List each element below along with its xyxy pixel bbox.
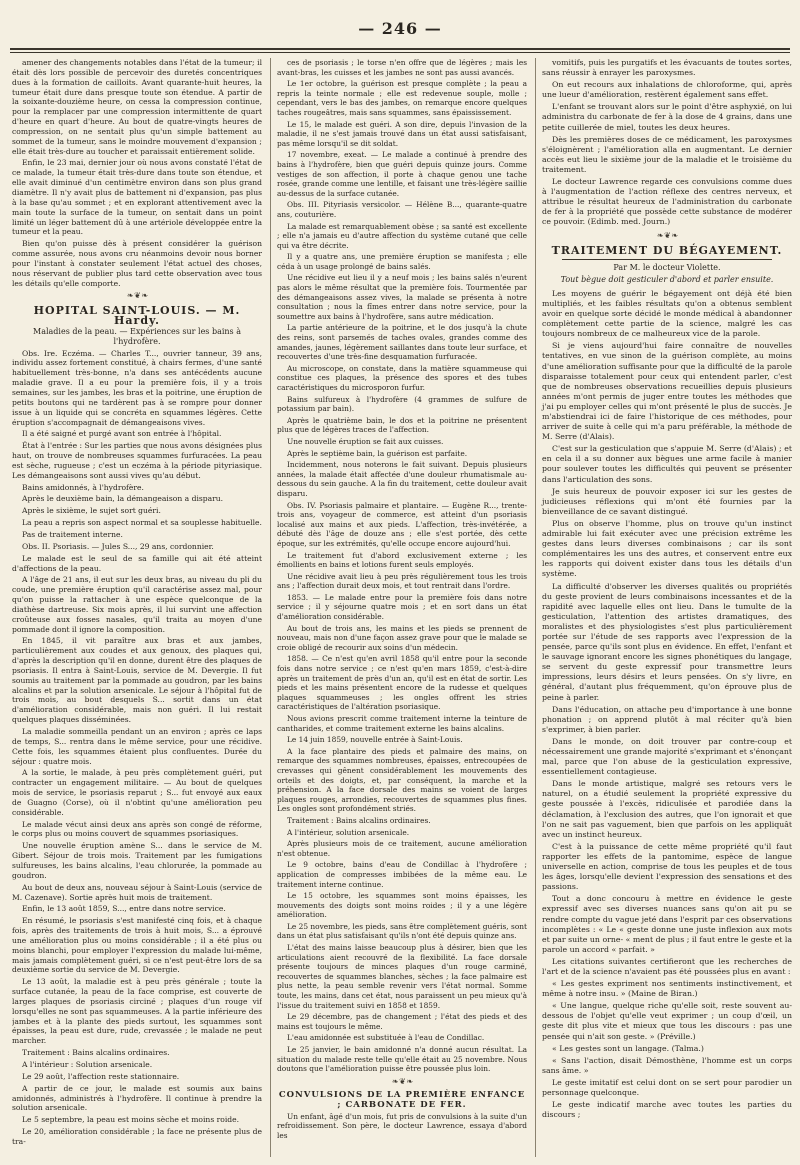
column-2-tail (277, 1112, 527, 1141)
section-title-convulsions: CONVULSIONS DE LA PREMIÈRE ENFANCE ; CARBONATE DE FER. (278, 1090, 526, 1110)
paragraph: Traitement : Bains alcalins ordinaires. (22, 1048, 170, 1058)
paragraph: Enfin, le 13 août 1859, S..., entre dans notre service. (22, 904, 226, 914)
paragraph: Une récidive avait lieu à peu près régulièrement tous les trois ans ; l'affection durait deux mois, et tout rentrait dans l'ordre. (277, 571, 527, 591)
paragraph: Le 5 septembre, la peau est moins sèche et moins roide. (22, 1115, 240, 1125)
paragraph: A la face plantaire des pieds et palmaire des mains, on remarque des squammes nombreuses, épaisses, entrecoupées de crevasses qui gênent considérablement les mouvements des orteils et des doigts, et, par conséquent, la marche et la préhension. A la face dorsale des mains se voient de larges plaques rouges, arrondies, recouvertes de squammes plus fines. Les ongles sont profondément striés. (277, 746, 527, 814)
paragraph: En résumé, le psoriasis s'est manifesté cinq fois, et à chaque fois, après des traitements de trois à huit mois, S... a éprouvé une amélioration plus ou moins considérable ; il a été plus ou moins blanchi, pour employer l'expression du malade lui-même, mais jamais complètement guéri, si ce n'est peut-être lors de sa deuxième sortie du service de M. Devergie. (12, 916, 262, 975)
columns (12, 58, 792, 1157)
paragraph: L'enfant se trouvant alors sur le point d'être asphyxié, on lui administra du carbonate de fer à la dose de 4 grains, dans une petite cuillerée de miel, toutes les deux heures. (542, 102, 792, 132)
paragraph: Si je viens aujourd'hui faire connaître de nouvelles tentatives, en vue sinon de la guérison complète, au moins d'une amélioration suffisante pour que la difficulté de la parole disparaisse totalement pour ceux qui entendent parler, c'est que de nombreuses observations recueillies depuis plusieurs années m'ont permis de juger entre toutes les méthodes que j'ai pu employer celles qui m'ont présenté le plus de succès. Je m'abstiendrai ici de faire l'historique de ces méthodes, pour arriver de suite à celle qui m'a paru préférable, la méthode de M. Serre (d'Alais). (542, 341, 792, 442)
paragraph: 17 novembre, exeat. — Le malade a continué à prendre des bains à l'hydrofère, bien que guéri depuis quinze jours. Comme vestiges de son affection, il porte à chaque genou une tache rosée, grande comme une lentille, et faisant une très-légère saillie au-dessus de la surface cutanée. (277, 150, 527, 198)
paragraph: Une nouvelle éruption se fait aux cuisses. (287, 436, 444, 446)
paragraph: « Les gestes expriment nos sentiments instinctivement, et même à notre insu. » (Maine de Biran.) (542, 979, 792, 999)
ornament-divider: ❧ ❦ ❧ (391, 1076, 413, 1086)
paragraph: L'eau amidonnée est substituée à l'eau de Condillac. (287, 1033, 485, 1043)
paragraph: Obs. II. Psoriasis. — Jules S..., 29 ans, cordonnier. (22, 541, 214, 551)
paragraph: Le geste indicatif marche avec toutes les parties du discours ; (542, 1100, 792, 1120)
paragraph: Obs. IV. Psoriasis palmaire et plantaire. — Eugène R..., trente-trois ans, voyageur de commerce, est atteint d'un psoriasis localisé aux mains et aux pieds. L'affection, très-invétérée, a débuté dès l'âge de douze ans ; elle s'est portée, dès cette époque, sur les extrémités, qu'elle occupe encore aujourd'hui. (277, 500, 527, 548)
paragraph: Le 13 août, la maladie est à peu près générale ; toute la surface cutanée, la peau de la face comprise, est couverte de larges plaques de psoriasis circiné ; plaques d'un rouge vif lorsqu'elles ne sont pas squammeuses. A la partie inférieure des jambes et à la plante des pieds surtout, les squammes sont épaisses, la peau est dure, rude, crevassée ; le malade ne peut marcher. (12, 977, 262, 1046)
column-3-section-body (542, 289, 792, 1120)
paragraph: Dans le monde artistique, malgré ses retours vers le naturel, on a étudié seulement la propriété expressive du geste poussée à l'excès, ridiculisée et parodiée dans la déclamation, à l'exclusion des autres, que l'on ignorait et que l'on ne sait pas vaguement, bien que parfois on les appliquât avec un instinct heureux. (542, 779, 792, 839)
paragraph: Enfin, le 23 mai, dernier jour où nous avons constaté l'état de ce malade, la tumeur était très-dure dans toute son étendue, et elle avait diminué d'un centimètre environ dans son plus grand diamètre. Il n'y avait plus de battement ni d'expansion, pas plus à la base qu'au sommet ; et en explorant attentivement avec la main toute la surface de la tumeur, on sentait dans un point limité un léger battement dû à une artériole développée entre la tumeur et la peau. (12, 158, 262, 237)
paragraph: amener des changements notables dans l'état de la tumeur; il était dès lors possible de percevoir des duretés concentriques dues à la formation de cailloits. Avant quarante-huit heures, la tumeur était dure dans presque toute son étendue. A partir de la soixante-douzième heure, on cessa la compression continue, pour la remplacer par une compression intermittente de quart d'heure en quart d'heure. Au bout de quatre-vingts heures de compression, on ne sentait plus qu'un simple battement au sommet de la tumeur, sans le moindre mouvement d'expansion ; elle était très-dure au toucher et paraissait entièrement solide. (12, 58, 262, 156)
paragraph: C'est à la puissance de cette même propriété qu'il faut rapporter les effets de la pantomime, espèce de langue universelle en action, comprise de tous les peuples et de tous les âges, lorsqu'elle devient l'expression des sensations et des passions. (542, 841, 792, 892)
paragraph: ces de psoriasis ; le torse n'en offre que de légères ; mais les avant-bras, les cuisses et les jambes ne sont pas aussi avancés. (277, 58, 527, 77)
paragraph: La peau a repris son aspect normal et sa souplesse habituelle. (22, 518, 262, 528)
paragraph: « Une langue, quelque riche qu'elle soit, reste souvent au-dessous de l'objet qu'elle veut exprimer ; un coup d'œil, un geste dit plus vite et mieux que tous les discours : pas une pensée qui n'ait son geste. » (Préville.) (542, 1001, 792, 1041)
paragraph: Obs. Ire. Eczéma. — Charles T..., ouvrier tanneur, 39 ans, individu assez fortement constitué, à chairs fermes, d'une santé habituellement très-bonne, n'a dans ses antécédents aucune maladie grave. Il a eu pour la première fois, il y a trois semaines, sur les jambes, les bras et la poitrine, une éruption de petits boutons qui ne tardèrent pas à se rompre pour donner issue à un liquide qui se concréta en squammes légères. Cette éruption s'accompagnait de démangeaisons vives. (12, 348, 262, 427)
column-1-body (12, 349, 262, 1147)
paragraph: Dans l'éducation, on attache peu d'importance à une bonne phonation ; on apprend plutôt à mal réciter qu'à bien s'exprimer, à bien parler. (542, 704, 792, 734)
section-title-begayement: TRAITEMENT DU BÉGAYEMENT. (551, 243, 783, 257)
paragraph: Après le deuxième bain, la démangeaison a disparu. (22, 494, 224, 504)
page-header (10, 8, 790, 50)
column-1 (12, 58, 262, 1157)
paragraph: Au bout de deux ans, nouveau séjour à Saint-Louis (service de M. Cazenave). Sortie après huit mois de traitement. (12, 882, 262, 902)
paragraph: Traitement : Bains alcalins ordinaires. (287, 815, 431, 825)
paragraph: Le 15 octobre, les squammes sont moins épaisses, les mouvements des doigts sont moins roides ; il y a une légère amélioration. (277, 891, 527, 920)
paragraph: Incidemment, nous noterons le fait suivant. Depuis plusieurs années, la malade était affectée d'une douleur rhumatismale au-dessous du sein gauche. A la fin du traitement, cette douleur avait disparu. (277, 460, 527, 498)
paragraph: Plus on observe l'homme, plus on trouve qu'un instinct admirable lui fait exécuter avec une précision extrême les gestes dans leurs diverses combinaisons ; car ils sont complémentaires les uns des autres, et conservent entre eux les rapports qui doivent exister dans tous les détails d'un système. (542, 518, 792, 579)
paragraph: Bien qu'on puisse dès à présent considérer la guérison comme assurée, nous avons cru néanmoins devoir nous borner pour l'instant à constater seulement l'état actuel des choses, nous réservant de publier plus tard cette observation avec tous les détails qu'elle comporte. (12, 239, 262, 288)
paragraph: Le 25 janvier, le bain amidonné n'a donné aucun résultat. La situation du malade reste telle qu'elle était au 25 novembre. Nous doutons que l'amélioration puisse être poussée plus loin. (277, 1045, 527, 1074)
ornament-divider: ❧ ❦ ❧ (126, 291, 148, 301)
section-subtitle-maladies: Maladies de la peau. — Expériences sur les bains à l'hydrofère. (33, 326, 241, 346)
paragraph: Il a été saigné et purgé avant son entrée à l'hôpital. (22, 429, 222, 439)
paragraph: 1858. — Ce n'est qu'en avril 1858 qu'il entre pour la seconde fois dans notre service ; ce n'est qu'en mars 1859, c'est-à-dire après un traitement de près d'un an, qu'il est en état de sortir. Les pieds et les mains présentent encore de la rudesse et quelques plaques squammeuses ; les ongles offrent les stries caractéristiques de l'altération psoriasique. (277, 654, 527, 712)
column-3-body (542, 58, 792, 228)
paragraph: A partir de ce jour, le malade est soumis aux bains amidonnés, administrés à l'hydrofère. Il continue à prendre la solution arsenicale. (12, 1083, 262, 1113)
paragraph: Je suis heureux de pouvoir exposer ici sur les gestes de judicieuses réflexions qui m'ont été fournies par la bienveillance de ce savant distingué. (542, 486, 792, 516)
paragraph: A l'intérieur, solution arsenicale. (287, 827, 410, 837)
paragraph: Après le sixième, le sujet sort guéri. (22, 506, 161, 516)
paragraph: Le geste imitatif est celui dont on se sert pour parodier un personnage quelconque. (542, 1077, 792, 1097)
paragraph: Obs. III. Pityriasis versicolor. — Hélène B..., quarante-quatre ans, couturière. (277, 200, 527, 219)
paragraph: Un enfant, âgé d'un mois, fut pris de convulsions à la suite d'un refroidissement. Son père, le docteur Lawrence, essaya d'abord les (277, 1111, 527, 1140)
paragraph: Le 14 juin 1859, nouvelle entrée à Saint-Louis. (287, 735, 463, 745)
paragraph: Le traitement fut d'abord exclusivement externe ; les émollients en bains et lotions furent seuls employés. (277, 550, 527, 570)
paragraph: Le docteur Lawrence regarde ces convulsions comme dues à l'augmentation de l'action réflexe des centres nerveux, et attribue le résultat heureux de l'administration du carbonate de fer à la propriété que possède cette substance de modérer ce pouvoir. (Edimb. med. Journ.) (542, 177, 792, 227)
paragraph: Une récidive eut lieu il y a neuf mois ; les bains salés n'eurent pas alors le même résultat que la première fois. Tourmentée par des démangeaisons assez vives, la malade se présenta à notre consultation ; nous la fîmes entrer dans notre service, pour la soumettre aux bains à l'hydrofère, sans autre médication. (277, 273, 527, 321)
paragraph: Bains sulfureux à l'hydrofère (4 grammes de sulfure de potassium par bain). (277, 394, 527, 414)
paragraph: Une nouvelle éruption amène S... dans le service de M. Gibert. Séjour de trois mois. Traitement par les fumigations sulfureuses, les bains alcalins, l'eau chlorurée, la pommade au goudron. (12, 841, 262, 880)
paragraph: « Les gestes sont un langage. (Talma.) (552, 1043, 704, 1053)
paragraph: Après le septième bain, la guérison est parfaite. (287, 448, 468, 458)
paragraph: La maladie sommeilla pendant un an environ ; après ce laps de temps, S... rentra dans le même service, pour une récidive. Cette fois, les squammes étaient plus confluentes. Durée du séjour : quatre mois. (12, 727, 262, 766)
column-3 (535, 58, 792, 1157)
paragraph: Les citations suivantes certifieront que les recherches de l'art et de la science n'avaient pas été poussées plus en avant : (542, 956, 792, 976)
section-byline: Par M. le docteur Violette. (613, 262, 721, 272)
paragraph: Après plusieurs mois de ce traitement, aucune amélioration n'est obtenue. (277, 839, 527, 858)
paragraph: En 1845, il vit paraître aux bras et aux jambes, particulièrement aux coudes et aux genoux, des plaques qui, d'après la description qu'il en donne, durent être des plaques de psoriasis. Il entra à Saint-Louis, service de M. Devergie. Il fut soumis au traitement par la pommade au goudron, par les bains alcalins et par la solution arsenicale. Le séjour à l'hôpital fut de trois mois, au bout desquels S... sortit dans un état d'amélioration considérable, mais non guéri. Il lui restait quelques plaques disséminées. (12, 636, 262, 725)
paragraph: A l'âge de 21 ans, il eut sur les deux bras, au niveau du pli du coude, une première éruption qu'il caractérise assez mal, pour qu'on puisse la rattacher à une espèce quelconque de la diathèse dartreuse. Six mois après, il lui survint une affection croûteuse aux fosses nasales, qu'il traita au moyen d'une pommade dont il ignore la composition. (12, 575, 262, 634)
paragraph: Le 15, le malade est guéri. A son dire, depuis l'invasion de la maladie, il ne s'est jamais trouvé dans un état aussi satisfaisant, pas même lorsqu'il se dit soldat. (277, 119, 527, 148)
paragraph: Le malade est le seul de sa famille qui ait été atteint d'affections de la peau. (12, 553, 262, 573)
ornament-divider: ❧ ❦ ❧ (656, 230, 678, 240)
paragraph: Tout a donc concouru à mettre en évidence le geste expressif avec ses diverses nuances sans qu'on ait pu se rendre compte du vague jeté dans l'esprit par ces observations incomplètes : « Le « geste donne une juste inflexion aux mots et par suite un orne- « ment de plus ; il faut entre le geste et la parole un accord « parfait. » (542, 894, 792, 954)
paragraph: La difficulté d'observer les diverses qualités ou propriétés du geste provient de leurs combinaisons incessantes et de la rapidité avec laquelle elles ont lieu. Dans le tumulte de la gesticulation, l'attention des artistes dramatiques, des moralistes et des physiologistes s'est plus particulièrement portée sur l'étude de ses rapports avec l'expression de la pensée, parce qu'ils sont plus en évidence. En effet, l'enfant et le sauvage ignorant encore les signes phonétiques du langage, se servent du geste expressif pour transmettre leurs impressions, leurs désirs et leurs pensées. On s'y livre, en général, d'autant plus fréquemment, qu'on éprouve plus de peine à parler. (542, 581, 792, 702)
paragraph: L'état des mains laisse beaucoup plus à désirer, bien que les articulations aient recouvré de la flexibilité. La face dorsale présente toujours de minces plaques d'un rouge carminé, recouvertes de squammes blanches, sèches ; la face palmaire est plus nette, la peau semble revenir vers l'état normal. Somme toute, les mains, dans cet état, nous paraissent un peu mieux qu'à l'issue du traitement suivi en 1858 et 1859. (277, 943, 527, 1010)
paragraph: Le 25 novembre, les pieds, sans être complètement guéris, sont dans un état plus satisfaisant qu'ils n'ont été depuis quinze ans. (277, 921, 527, 941)
column-2-body (277, 58, 527, 1074)
paragraph: A l'intérieur : Solution arsenicale. (22, 1060, 153, 1069)
paragraph: A la sortie, le malade, à peu près complètement guéri, put contracter un engagement militaire. — Au bout de quelques mois de service, le psoriasis reparut ; S... fut envoyé aux eaux de Guagno (Corse), où il n'obtint qu'une amélioration peu considérable. (12, 768, 262, 817)
paragraph: Nous avions prescrit comme traitement interne la teinture de cantharides, et comme traitement externe les bains alcalins. (277, 714, 527, 733)
paragraph: On eut recours aux inhalations de chloroforme, qui, après une lueur d'amélioration, restèrent également sans effet. (542, 80, 792, 100)
section-title-hopital: HOPITAL SAINT-LOUIS. — M. Hardy. (33, 304, 241, 328)
paragraph: vomitifs, puis les purgatifs et les évacuants de toutes sortes, sans réussir à enrayer les paroxysmes. (542, 58, 792, 78)
paragraph: Bains amidonnés, à l'hydrofère. (22, 482, 144, 492)
paragraph: Le 29 août, l'affection reste stationnaire. (22, 1071, 180, 1081)
paragraph: La malade est remarquablement obèse ; sa santé est excellente ; elle n'a jamais eu d'autre affection du système cutané que celle qui va être décrite. (277, 221, 527, 250)
paragraph: Les moyens de guérir le bégayement ont déjà été bien multipliés, et les faibles résultats qu'on a obtenus semblent avoir en quelque sorte décidé le monde médical à abandonner complètement cette partie de la science, malgré les cas toujours nombreux de ce malheureux vice de la parole. (542, 288, 792, 339)
paragraph: Le malade vécut ainsi deux ans après son congé de réforme, le corps plus ou moins couvert de squammes psoriasiques. (12, 819, 262, 839)
paragraph: Le 29 décembre, pas de changement ; l'état des pieds et des mains est toujours le même. (277, 1012, 527, 1031)
paragraph: C'est sur la gesticulation que s'appuie M. Serre (d'Alais) ; et en cela il a su donner aux bègues une arme facile à manier pour soulever toutes les difficultés qui peuvent se présenter dans l'articulation des sons. (542, 444, 792, 484)
paragraph: Il y a quatre ans, une première éruption se manifesta ; elle céda à un usage prolongé de bains salés. (277, 252, 527, 271)
section-motto: Tout bègue doit gesticuler d'abord et parler ensuite. (560, 274, 774, 284)
paragraph: Dès les premières doses de ce médicament, les paroxysmes s'éloignèrent ; l'amélioration alla en augmentant. Le dernier accès eut lieu le sixième jour de la maladie et le troisième du traitement. (542, 134, 792, 174)
title-rule (562, 259, 772, 260)
paragraph: 1853. — Le malade entre pour la première fois dans notre service ; il y séjourne quatre mois ; et en sort dans un état d'amélioration considérable. (277, 592, 527, 622)
paragraph: Après le quatrième bain, le dos et la poitrine ne présentent plus que de légères traces de l'affection. (277, 415, 527, 435)
paragraph: « Sans l'action, disait Démosthène, l'homme est un corps sans âme. » (542, 1055, 792, 1075)
column-2 (270, 58, 527, 1157)
paragraph: La partie antérieure de la poitrine, et le dos jusqu'à la chute des reins, sont parsemés de taches ovales, grandes comme des amandes, jaunes, légèrement saillantes dans toute leur surface, et recouvertes d'une très-fine desquamation furfuracée. (277, 323, 527, 362)
paragraph: Pas de traitement interne. (22, 529, 123, 539)
paragraph: État à l'entrée : Sur les parties que nous avons désignées plus haut, on trouve de nombreuses squammes furfuracées. La peau est sèche, rugueuse ; c'est un eczéma à la période pityriasique. Les démangeaisons sont aussi vives qu'au début. (12, 441, 262, 480)
paragraph: Le 20, amélioration considérable ; la face ne présente plus de tra- (12, 1127, 262, 1146)
paragraph: Au microscope, on constate, dans la matière squammeuse qui constitue ces plaques, la présence des spores et des tubes caractéristiques du microsporon furfur. (277, 363, 527, 392)
page-number: — 246 — (348, 19, 452, 38)
paragraph: Le 9 octobre, bains d'eau de Condillac à l'hydrofère ; application de compresses imbibées de la même eau. Le traitement interne continue. (277, 860, 527, 889)
paragraph: Au bout de trois ans, les mains et les pieds se prennent de nouveau, mais non d'une façon assez grave pour que le malade se croie obligé de recourir aux soins d'un médecin. (277, 623, 527, 652)
paragraph: Le 1er octobre, la guérison est presque complète ; la peau a repris la teinte normale ; elle est redevenue souple, molle ; cependant, vers le bas des jambes, on remarque encore quelques taches rougeâtres, mais sans squammes, sans épaississement. (277, 79, 527, 117)
paragraph: Dans le monde, on doit trouver par contre-coup et nécessairement une grande majorité s'exprimant et s'énonçant mal, parce que l'on abuse de la gesticulation expressive, essentiellement contagieuse. (542, 736, 792, 777)
